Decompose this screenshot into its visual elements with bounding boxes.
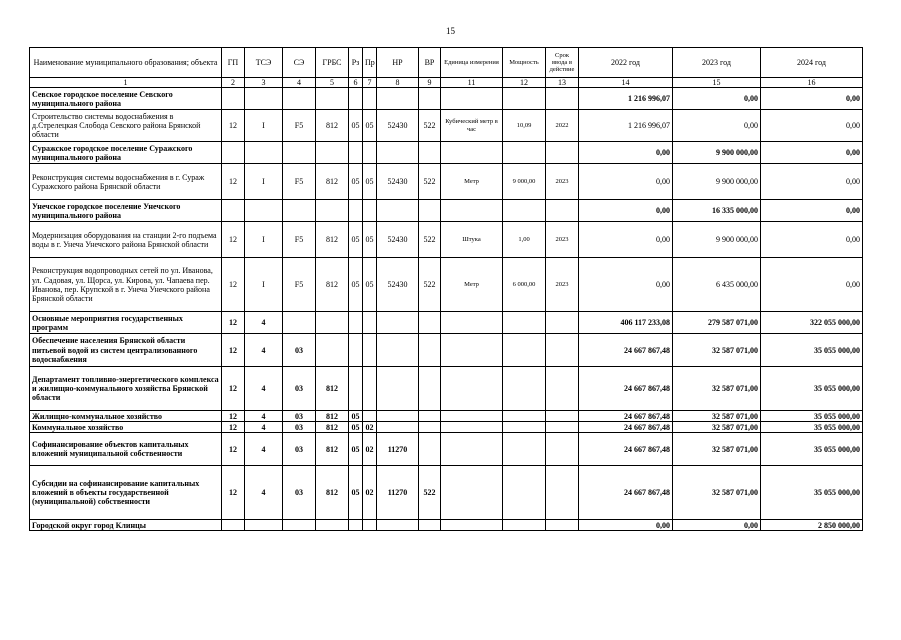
table-cell — [441, 142, 503, 164]
amount-cell: 0,00 — [761, 164, 863, 200]
table-cell: 4 — [245, 312, 283, 334]
table-cell: 2023 — [546, 258, 579, 312]
table-row — [30, 433, 863, 466]
table-cell: 812 — [316, 411, 349, 422]
column-number: 15 — [673, 78, 761, 88]
column-number: 13 — [546, 78, 579, 88]
table-cell: 2023 — [546, 222, 579, 258]
table-row — [30, 110, 863, 142]
amount-cell: 35 055 000,00 — [761, 411, 863, 422]
table-cell — [222, 520, 245, 531]
table-cell — [377, 142, 419, 164]
table-cell — [503, 433, 546, 466]
table-cell — [245, 520, 283, 531]
table-row — [30, 466, 863, 520]
column-number: 4 — [283, 78, 316, 88]
table-cell — [377, 200, 419, 222]
table-cell: 812 — [316, 433, 349, 466]
table-cell — [363, 520, 377, 531]
amount-cell: 0,00 — [761, 200, 863, 222]
table-cell — [363, 142, 377, 164]
table-cell: 11270 — [377, 433, 419, 466]
header-cell: Рз — [349, 48, 363, 78]
header-cell: СЭ — [283, 48, 316, 78]
table-cell: 522 — [419, 258, 441, 312]
table-cell: 05 — [363, 164, 377, 200]
object-name-cell: Коммунальное хозяйство — [30, 422, 222, 433]
column-number: 5 — [316, 78, 349, 88]
table-cell — [546, 367, 579, 411]
table-cell — [222, 200, 245, 222]
amount-cell: 32 587 071,00 — [673, 334, 761, 367]
object-name-cell: Строительство системы водоснабжения в д.Стрелецкая Слобода Севского района Брянской области — [30, 110, 222, 142]
table-cell — [503, 411, 546, 422]
table-cell — [245, 142, 283, 164]
object-name-cell: Суражское городское поселение Суражского муниципального района — [30, 142, 222, 164]
amount-cell: 35 055 000,00 — [761, 334, 863, 367]
table-cell: Штука — [441, 222, 503, 258]
table-cell — [419, 200, 441, 222]
table-cell — [283, 200, 316, 222]
table-cell — [503, 200, 546, 222]
table-cell — [363, 312, 377, 334]
table-cell — [503, 88, 546, 110]
table-cell — [363, 411, 377, 422]
header-cell: Наименование муниципального образования; объекта — [30, 48, 222, 78]
table-cell: 05 — [363, 222, 377, 258]
table-cell — [377, 312, 419, 334]
header-row — [30, 48, 863, 78]
object-name-cell: Городской округ город Клинцы — [30, 520, 222, 531]
table-cell — [503, 520, 546, 531]
table-row — [30, 200, 863, 222]
table-row — [30, 411, 863, 422]
table-cell — [546, 422, 579, 433]
column-number: 2 — [222, 78, 245, 88]
amount-cell: 406 117 233,08 — [579, 312, 673, 334]
header-cell: 2023 год — [673, 48, 761, 78]
amount-cell: 24 667 867,48 — [579, 334, 673, 367]
table-cell — [283, 142, 316, 164]
table-cell: 10,09 — [503, 110, 546, 142]
object-name-cell: Субсидии на софинансирование капитальных вложений в объекты государственной (муниципальной) собственности — [30, 466, 222, 520]
table-row — [30, 88, 863, 110]
table-cell — [546, 200, 579, 222]
amount-cell: 24 667 867,48 — [579, 367, 673, 411]
amount-cell: 0,00 — [579, 520, 673, 531]
table-cell: 05 — [363, 110, 377, 142]
amount-cell: 35 055 000,00 — [761, 367, 863, 411]
table-cell — [316, 200, 349, 222]
table-row — [30, 258, 863, 312]
amount-cell: 0,00 — [761, 142, 863, 164]
table-cell: 52430 — [377, 110, 419, 142]
table-cell — [546, 88, 579, 110]
amount-cell: 24 667 867,48 — [579, 411, 673, 422]
amount-cell: 2 850 000,00 — [761, 520, 863, 531]
table-cell: 9 000,00 — [503, 164, 546, 200]
amount-cell: 9 900 000,00 — [673, 164, 761, 200]
table-cell: 4 — [245, 433, 283, 466]
amount-cell: 0,00 — [579, 164, 673, 200]
table-cell: Метр — [441, 164, 503, 200]
table-cell — [441, 466, 503, 520]
table-row — [30, 312, 863, 334]
object-name-cell: Модернизация оборудования на станции 2-го подъема воды в г. Унеча Унечского района Брянской области — [30, 222, 222, 258]
amount-cell: 1 216 996,07 — [579, 88, 673, 110]
table-cell — [377, 367, 419, 411]
table-cell: 12 — [222, 164, 245, 200]
table-cell: 522 — [419, 164, 441, 200]
table-cell — [419, 367, 441, 411]
table-cell — [546, 433, 579, 466]
table-cell — [441, 334, 503, 367]
table-row — [30, 164, 863, 200]
amount-cell: 279 587 071,00 — [673, 312, 761, 334]
table-cell: 4 — [245, 367, 283, 411]
table-cell: 812 — [316, 367, 349, 411]
table-cell: 4 — [245, 334, 283, 367]
object-name-cell: Реконструкция системы водоснабжения в г. Сураж Суражского района Брянской области — [30, 164, 222, 200]
table-cell: 12 — [222, 433, 245, 466]
column-number: 7 — [363, 78, 377, 88]
table-cell: F5 — [283, 258, 316, 312]
table-cell: 02 — [363, 466, 377, 520]
table-cell: 812 — [316, 222, 349, 258]
page-number: 15 — [446, 26, 455, 36]
header-cell: ГРБС — [316, 48, 349, 78]
table-row — [30, 367, 863, 411]
table-cell: 03 — [283, 334, 316, 367]
amount-cell: 0,00 — [673, 88, 761, 110]
table-cell: 522 — [419, 110, 441, 142]
table-cell — [363, 334, 377, 367]
amount-cell: 32 587 071,00 — [673, 433, 761, 466]
table-cell: 52430 — [377, 258, 419, 312]
amount-cell: 32 587 071,00 — [673, 411, 761, 422]
table-cell: 4 — [245, 422, 283, 433]
table-cell: 05 — [349, 433, 363, 466]
table-cell: F5 — [283, 222, 316, 258]
amount-cell: 9 900 000,00 — [673, 142, 761, 164]
amount-cell: 0,00 — [761, 258, 863, 312]
table-row — [30, 422, 863, 433]
amount-cell: 32 587 071,00 — [673, 466, 761, 520]
table-cell: 03 — [283, 411, 316, 422]
table-cell — [546, 312, 579, 334]
table-cell: Метр — [441, 258, 503, 312]
table-cell: 05 — [349, 422, 363, 433]
table-cell — [419, 142, 441, 164]
amount-cell: 0,00 — [761, 222, 863, 258]
table-cell — [349, 367, 363, 411]
table-row — [30, 142, 863, 164]
amount-cell: 35 055 000,00 — [761, 466, 863, 520]
table-cell — [349, 200, 363, 222]
table-cell: 522 — [419, 222, 441, 258]
table-cell — [546, 520, 579, 531]
table-cell — [441, 433, 503, 466]
table-cell: 6 000,00 — [503, 258, 546, 312]
table-cell: 12 — [222, 312, 245, 334]
table-cell — [377, 411, 419, 422]
table-cell: 03 — [283, 422, 316, 433]
table-cell: 05 — [349, 466, 363, 520]
table-cell — [363, 200, 377, 222]
table-cell: 812 — [316, 422, 349, 433]
table-cell: 4 — [245, 411, 283, 422]
amount-cell: 0,00 — [761, 110, 863, 142]
column-number: 16 — [761, 78, 863, 88]
table-cell: I — [245, 222, 283, 258]
table-cell — [419, 411, 441, 422]
table-cell: Кубический метр в час — [441, 110, 503, 142]
table-cell: 12 — [222, 367, 245, 411]
table-cell: 11270 — [377, 466, 419, 520]
table-cell: 1,00 — [503, 222, 546, 258]
amount-cell: 24 667 867,48 — [579, 466, 673, 520]
table-cell — [349, 142, 363, 164]
table-cell: 4 — [245, 466, 283, 520]
table-cell: 12 — [222, 422, 245, 433]
table-cell — [245, 200, 283, 222]
amount-cell: 9 900 000,00 — [673, 222, 761, 258]
table-cell: 02 — [363, 422, 377, 433]
table-cell: 05 — [349, 110, 363, 142]
table-cell — [349, 334, 363, 367]
table-cell — [503, 367, 546, 411]
table-cell: 812 — [316, 258, 349, 312]
column-number: 12 — [503, 78, 546, 88]
table-cell — [316, 520, 349, 531]
table-cell: 2022 — [546, 110, 579, 142]
table-cell — [419, 520, 441, 531]
table-cell — [503, 312, 546, 334]
column-number: 3 — [245, 78, 283, 88]
table-cell — [377, 334, 419, 367]
header-cell: 2024 год — [761, 48, 863, 78]
budget-table — [29, 47, 863, 531]
header-cell: Единица измерения — [441, 48, 503, 78]
table-row — [30, 520, 863, 531]
amount-cell: 32 587 071,00 — [673, 422, 761, 433]
amount-cell: 322 055 000,00 — [761, 312, 863, 334]
table-cell: 812 — [316, 110, 349, 142]
amount-cell: 6 435 000,00 — [673, 258, 761, 312]
table-cell — [419, 433, 441, 466]
table-cell — [419, 422, 441, 433]
column-number: 14 — [579, 78, 673, 88]
table-cell — [222, 142, 245, 164]
column-number: 1 — [30, 78, 222, 88]
table-row — [30, 334, 863, 367]
header-cell: ВР — [419, 48, 441, 78]
header-cell: НР — [377, 48, 419, 78]
table-cell — [441, 422, 503, 433]
table-cell: I — [245, 110, 283, 142]
amount-cell: 0,00 — [761, 88, 863, 110]
object-name-cell: Севское городское поселение Севского муниципального района — [30, 88, 222, 110]
table-cell: 05 — [363, 258, 377, 312]
amount-cell: 32 587 071,00 — [673, 367, 761, 411]
table-cell: 02 — [363, 433, 377, 466]
table-cell — [316, 334, 349, 367]
table-cell: F5 — [283, 110, 316, 142]
amount-cell: 0,00 — [579, 222, 673, 258]
table-cell — [503, 142, 546, 164]
column-number: 9 — [419, 78, 441, 88]
table-cell — [349, 88, 363, 110]
table-cell: 03 — [283, 367, 316, 411]
table-cell: 522 — [419, 466, 441, 520]
column-number: 11 — [441, 78, 503, 88]
amount-cell: 35 055 000,00 — [761, 433, 863, 466]
table-cell — [546, 334, 579, 367]
header-cell: Пр — [363, 48, 377, 78]
header-cell: ГП — [222, 48, 245, 78]
table-cell — [419, 334, 441, 367]
table-cell — [377, 88, 419, 110]
column-number-row — [30, 78, 863, 88]
table-cell: 05 — [349, 258, 363, 312]
table-cell — [441, 367, 503, 411]
table-cell — [349, 312, 363, 334]
table-cell — [419, 312, 441, 334]
amount-cell: 24 667 867,48 — [579, 433, 673, 466]
table-cell — [316, 142, 349, 164]
table-cell — [546, 142, 579, 164]
table-cell — [222, 88, 245, 110]
table-cell — [245, 88, 283, 110]
table-cell — [349, 520, 363, 531]
table-cell — [441, 520, 503, 531]
object-name-cell: Реконструкция водопроводных сетей по ул. Иванова, ул. Садовая, ул. Щорса, ул. Кирова, ул. Чапаева пер. Иванова, пер. Крупской в г. Унеча Унечского района Брянской области — [30, 258, 222, 312]
header-cell: 2022 год — [579, 48, 673, 78]
table-cell: F5 — [283, 164, 316, 200]
table-cell — [441, 88, 503, 110]
table-cell: I — [245, 258, 283, 312]
amount-cell: 0,00 — [673, 520, 761, 531]
table-cell — [377, 422, 419, 433]
table-cell — [363, 88, 377, 110]
table-cell: 12 — [222, 258, 245, 312]
amount-cell: 0,00 — [579, 258, 673, 312]
object-name-cell: Основные мероприятия государственных программ — [30, 312, 222, 334]
header-cell: Мощность — [503, 48, 546, 78]
object-name-cell: Жилищно-коммунальное хозяйство — [30, 411, 222, 422]
object-name-cell: Унечское городское поселение Унечского муниципального района — [30, 200, 222, 222]
table-cell: 12 — [222, 110, 245, 142]
table-cell — [503, 466, 546, 520]
table-cell: 52430 — [377, 164, 419, 200]
table-cell: 812 — [316, 466, 349, 520]
table-cell — [283, 312, 316, 334]
table-cell — [283, 88, 316, 110]
amount-cell: 0,00 — [579, 142, 673, 164]
amount-cell: 0,00 — [673, 110, 761, 142]
column-number: 8 — [377, 78, 419, 88]
table-cell — [503, 334, 546, 367]
table-cell: 03 — [283, 433, 316, 466]
table-body — [30, 88, 863, 531]
table-row — [30, 222, 863, 258]
table-cell — [503, 422, 546, 433]
table-cell: 12 — [222, 466, 245, 520]
table-cell: 52430 — [377, 222, 419, 258]
amount-cell: 24 667 867,48 — [579, 422, 673, 433]
table-cell — [546, 411, 579, 422]
table-cell — [316, 88, 349, 110]
table-cell — [441, 312, 503, 334]
object-name-cell: Департамент топливно-энергетического комплекса и жилищно-коммунального хозяйства Брянской области — [30, 367, 222, 411]
header-cell: ТСЭ — [245, 48, 283, 78]
header-cell: Срок ввода в действие — [546, 48, 579, 78]
object-name-cell: Софинансирование объектов капитальных вложений муниципальной собственности — [30, 433, 222, 466]
amount-cell: 1 216 996,07 — [579, 110, 673, 142]
table-cell: 05 — [349, 411, 363, 422]
table-cell: 05 — [349, 222, 363, 258]
table-cell — [441, 200, 503, 222]
amount-cell: 35 055 000,00 — [761, 422, 863, 433]
table-cell: 05 — [349, 164, 363, 200]
table-cell: 812 — [316, 164, 349, 200]
table-cell — [441, 411, 503, 422]
amount-cell: 0,00 — [579, 200, 673, 222]
table-cell: 03 — [283, 466, 316, 520]
table-cell — [283, 520, 316, 531]
table-cell — [363, 367, 377, 411]
table-cell: 12 — [222, 222, 245, 258]
column-number: 6 — [349, 78, 363, 88]
object-name-cell: Обеспечение населения Брянской области питьевой водой из систем централизованного водоснабжения — [30, 334, 222, 367]
table-cell: I — [245, 164, 283, 200]
table-cell: 2023 — [546, 164, 579, 200]
table-cell — [419, 88, 441, 110]
table-cell — [377, 520, 419, 531]
amount-cell: 16 335 000,00 — [673, 200, 761, 222]
table-cell: 12 — [222, 411, 245, 422]
table-cell: 12 — [222, 334, 245, 367]
table-cell — [316, 312, 349, 334]
table-cell — [546, 466, 579, 520]
